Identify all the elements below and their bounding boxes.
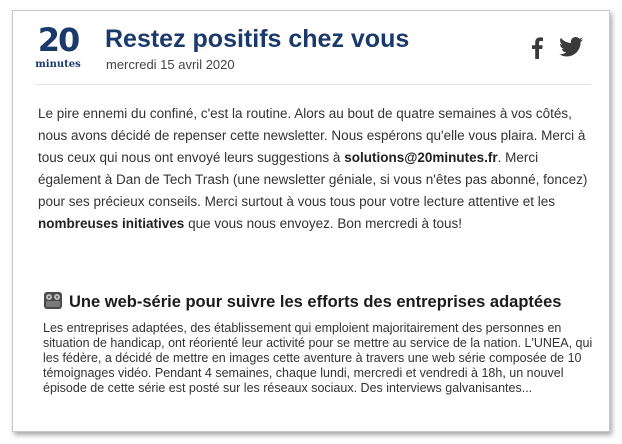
page-title: Restez positifs chez vous xyxy=(105,25,410,53)
newsletter-header xyxy=(13,11,611,89)
facebook-icon xyxy=(530,37,544,59)
logo-number: 20 xyxy=(37,21,79,59)
newsletter-card xyxy=(12,10,610,432)
contact-email[interactable]: solutions@20minutes.fr xyxy=(344,150,498,165)
intro-text-3: que vous nous envoyez. Bon mercredi à tous! xyxy=(184,216,462,231)
section-body: Les entreprises adaptées, des établissement qui emploient majoritairement des personnes en situation de handicap, ont réorienté leur activité pour se mettre au service de la nation. L'UNEA, qui les fédère, a décidé de mettre en images cette aventure à travers une web série composée de 10 témoignages vidéo. Pendant 4 semaines, chaque lundi, mercredi et vendredi à 18h, un nouvel épisode de cette série est posté sur les réseaux sociaux. Des interviews galvanisantes... xyxy=(43,321,593,395)
intro-bold-initiatives: nombreuses initiatives xyxy=(38,216,185,231)
intro-text-2: . Merci également à Dan de Tech Trash (une newsletter géniale, si vous n'êtes pas abonné, foncez) pour ses précieux conseils. Merci surtout à vous tous pour votre lecture attentive et les xyxy=(38,150,588,209)
intro-paragraph xyxy=(38,103,590,235)
logo-word: minutes xyxy=(35,59,81,70)
twitter-link[interactable] xyxy=(559,37,583,61)
section-heading[interactable] xyxy=(43,291,603,315)
publish-date: mercredi 15 avril 2020 xyxy=(106,57,235,72)
intro-text-1: Le pire ennemi du confiné, c'est la routine. Alors au bout de quatre semaines à vos côtés, nous avons décidé de repenser cette newsletter. Nous espérons qu'elle vous plaira. Merci à tous ceux qui nous ont envoyé leurs suggestions à xyxy=(38,106,586,165)
20-minutes-logo[interactable] xyxy=(35,23,81,77)
section-title-text: Une web-série pour suivre les efforts des entreprises adaptées xyxy=(69,293,562,311)
facebook-link[interactable] xyxy=(530,37,544,61)
header-divider xyxy=(35,84,591,85)
film-projector-icon xyxy=(43,291,63,315)
twitter-icon xyxy=(559,37,583,57)
